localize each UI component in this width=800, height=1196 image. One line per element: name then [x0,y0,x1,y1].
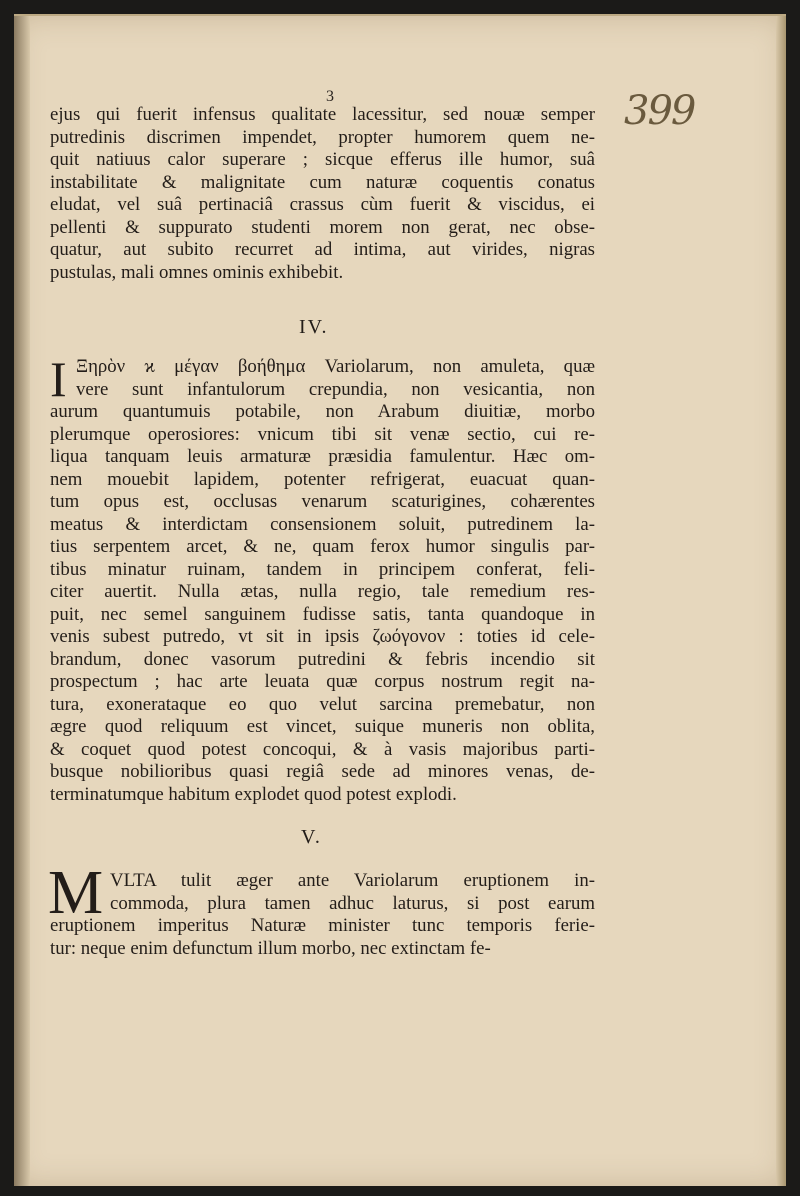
book-page [14,14,786,1186]
text-line: pellenti & suppurato studenti morem non gerat, nec obse- [50,216,595,238]
text-line: tius serpentem arcet, & ne, quam ferox humor singulis par- [50,536,595,557]
text-line: eludat, vel suâ pertinaciâ crassus cùm fuerit & viscidus, ei [50,194,595,215]
paragraph-section-v [50,870,595,960]
handwritten-page-number: 399 [624,88,695,134]
text-line: Ξηρὸν ϰ μέγαν βοήθημα Variolarum, non amuleta, quæ [76,356,595,377]
text-line: tibus minatur ruinam, tandem in principem conferat, feli- [50,558,595,580]
text-line: instabilitate & malignitate cum naturæ coquentis conatus [50,171,595,193]
text-line: citer auertit. Nulla ætas, nulla regio, tale remedium res- [50,581,595,602]
page-edge [776,16,786,1186]
text-line: pustulas, mali omnes ominis exhibebit. [50,261,344,283]
text-line: & coquet quod potest concoqui, & à vasis majoribus parti- [50,738,595,760]
text-line: nem mouebit lapidem, potenter refrigerat, euacuat quan- [50,468,595,490]
text-line: venis subest putredo, vt sit in ipsis ζωόγονον : toties id cele- [50,626,595,647]
text-line: quit natiuus calor superare ; sicque efferus ille humor, suâ [50,149,595,170]
page-folio-number: 3 [326,88,334,105]
paragraph-section-iv [50,351,595,806]
text-line: VLTA tulit æger ante Variolarum eruptionem in- [110,870,595,891]
text-line: terminatumque habitum explodet quod potest explodi. [50,783,457,805]
text-line: vere sunt infantulorum crepundia, non vesicantia, non [76,378,595,400]
text-line: aurum quantumuis potabile, non Arabum diuitiæ, morbo [50,401,595,422]
text-line: eruptionem imperitus Naturæ minister tunc temporis ferie- [50,915,595,936]
drop-cap-i: I [50,351,67,407]
text-line: brandum, donec vasorum putredini & febris incendio sit [50,648,595,670]
text-line: puit, nec semel sanguinem fudisse satis, tanta quandoque in [50,603,595,625]
text-line: prospectum ; hac arte leuata quæ corpus nostrum regit na- [50,671,595,692]
text-line: tur: neque enim defunctum illum morbo, nec extinctam fe- [50,937,491,959]
binding-gutter [14,16,30,1186]
text-line: busque nobilioribus quasi regiâ sede ad minores venas, de- [50,761,595,782]
text-line: tura, exonerataque eo quo velut sarcina premebatur, non [50,693,595,715]
text-line: quatur, aut subito recurret ad intima, aut virides, nigras [50,239,595,260]
text-line: ejus qui fuerit infensus qualitate lacessitur, sed nouæ semper [50,104,595,125]
drop-cap-m: M [48,859,104,927]
text-line: liqua tanquam leuis armaturæ præsidia famulentur. Hæc om- [50,446,595,467]
text-line: meatus & interdictam consensionem soluit, putredinem la- [50,513,595,535]
text-line: plerumque operosiores: vnicum tibi sit venæ sectio, cui re- [50,423,595,445]
section-heading-iv: IV. [299,316,329,338]
text-line: tum opus est, occlusas venarum scaturigines, cohærentes [50,491,595,512]
section-heading-v: V. [301,826,322,848]
paragraph-continuation [50,104,595,284]
text-line: ægre quod reliquum est vincet, suique muneris non oblita, [50,716,595,737]
text-line: putredinis discrimen impendet, propter humorem quem ne- [50,126,595,148]
text-line: commoda, plura tamen adhuc laturus, si post earum [110,892,595,914]
